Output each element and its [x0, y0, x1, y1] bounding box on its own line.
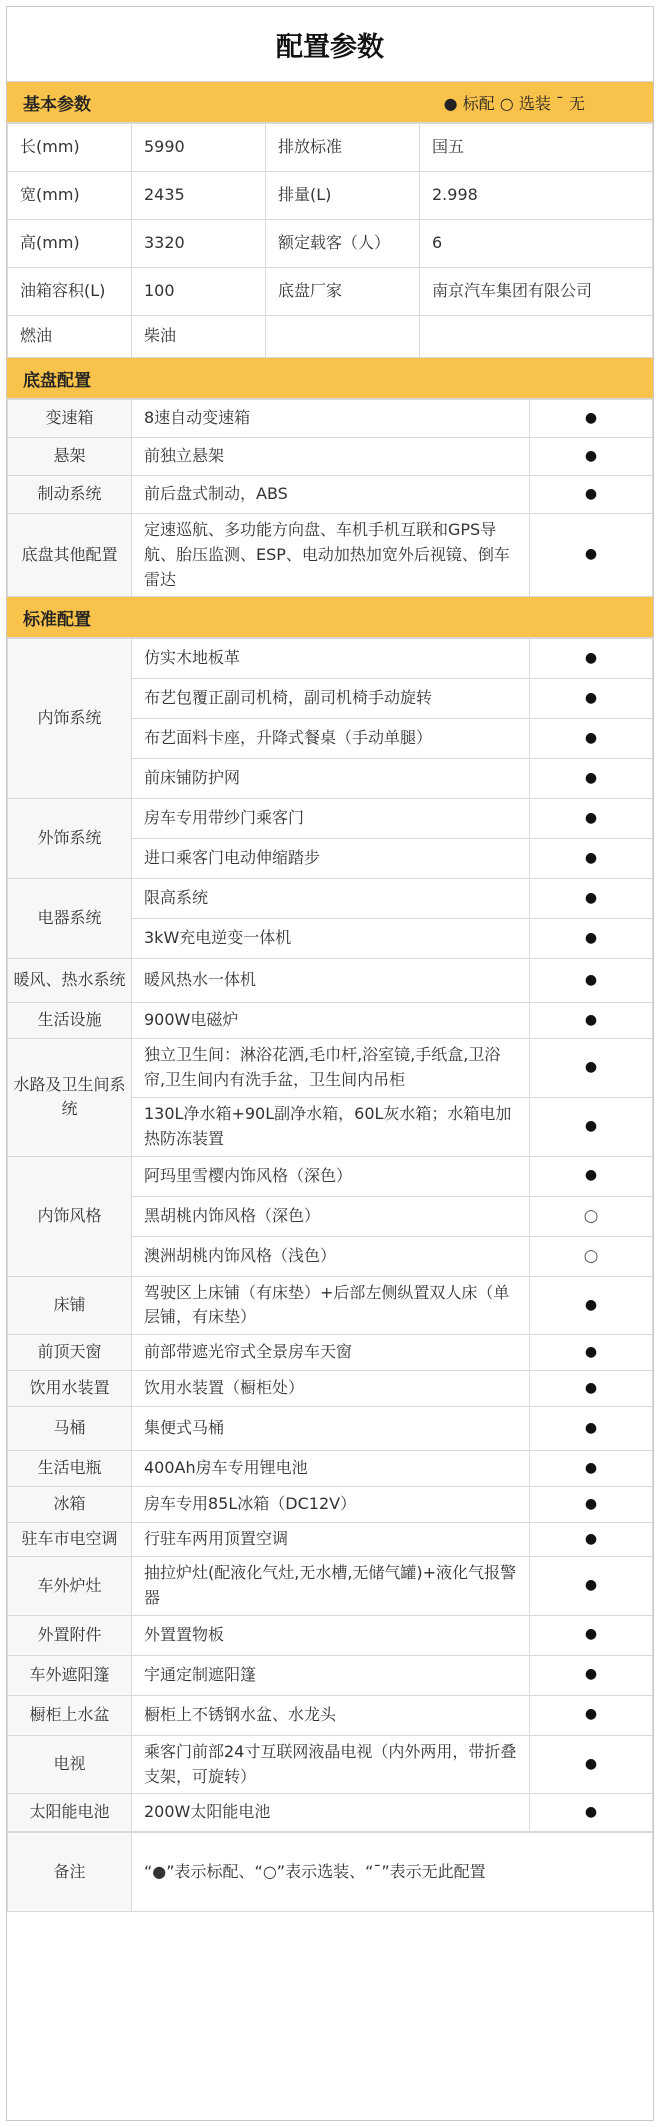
spec-description: 行驻车两用顶置空调 — [132, 1523, 530, 1557]
standard-row — [8, 1794, 653, 1832]
spec-mark: ● — [530, 1335, 653, 1371]
spec-category: 电视 — [8, 1735, 132, 1794]
standard-row — [8, 1523, 653, 1557]
spec-category: 底盘其他配置 — [8, 514, 132, 597]
basic-label: 排放标准 — [266, 124, 420, 172]
basic-params-table — [7, 123, 653, 358]
spec-category: 车外遮阳篷 — [8, 1655, 132, 1695]
spec-description: 乘客门前部24寸互联网液晶电视（内外两用，带折叠支架，可旋转） — [132, 1735, 530, 1794]
spec-description: 黑胡桃内饰风格（深色） — [132, 1196, 530, 1236]
spec-mark: ● — [530, 1371, 653, 1407]
spec-category: 外饰系统 — [8, 799, 132, 879]
spec-category: 暖风、热水系统 — [8, 959, 132, 1003]
spec-description: 前后盘式制动，ABS — [132, 476, 530, 514]
spec-description: 驾驶区上床铺（有床垫）+后部左侧纵置双人床（单层铺，有床垫） — [132, 1276, 530, 1335]
spec-mark: ● — [530, 879, 653, 919]
spec-category: 电器系统 — [8, 879, 132, 959]
basic-value — [420, 316, 653, 358]
spec-mark: ● — [530, 1695, 653, 1735]
basic-value: 国五 — [420, 124, 653, 172]
spec-description: 400Ah房车专用锂电池 — [132, 1451, 530, 1487]
spec-description: 布艺面料卡座，升降式餐桌（手动单腿） — [132, 719, 530, 759]
spec-mark: ● — [530, 400, 653, 438]
spec-mark: ● — [530, 919, 653, 959]
section-title-standard: 标准配置 — [23, 609, 91, 630]
spec-category: 内饰风格 — [8, 1156, 132, 1276]
spec-category: 床铺 — [8, 1276, 132, 1335]
spec-description: 外置置物板 — [132, 1615, 530, 1655]
spec-category: 变速箱 — [8, 400, 132, 438]
spec-description: 8速自动变速箱 — [132, 400, 530, 438]
page-title: 配置参数 — [7, 7, 653, 82]
spec-category: 水路及卫生间系统 — [8, 1039, 132, 1156]
spec-category: 橱柜上水盆 — [8, 1695, 132, 1735]
spec-mark: ● — [530, 1039, 653, 1098]
spec-description: 抽拉炉灶(配液化气灶,无水槽,无储气罐)+液化气报警器 — [132, 1557, 530, 1616]
spec-description: 前部带遮光帘式全景房车天窗 — [132, 1335, 530, 1371]
spec-mark: ● — [530, 799, 653, 839]
spec-mark: ● — [530, 679, 653, 719]
spec-description: 前床铺防护网 — [132, 759, 530, 799]
spec-mark: ● — [530, 719, 653, 759]
spec-description: 仿实木地板革 — [132, 639, 530, 679]
spec-description: 独立卫生间：淋浴花洒,毛巾杆,浴室镜,手纸盒,卫浴帘,卫生间内有洗手盆，卫生间内吊柜 — [132, 1039, 530, 1098]
basic-label — [266, 316, 420, 358]
spec-mark: ● — [530, 959, 653, 1003]
chassis-row — [8, 514, 653, 597]
basic-row — [8, 172, 653, 220]
basic-label: 排量(L) — [266, 172, 420, 220]
note-row — [8, 1833, 653, 1912]
spec-description: 房车专用85L冰箱（DC12V） — [132, 1487, 530, 1523]
chassis-row — [8, 438, 653, 476]
standard-row — [8, 1003, 653, 1039]
spec-mark: ● — [530, 1276, 653, 1335]
standard-row — [8, 1407, 653, 1451]
basic-row — [8, 268, 653, 316]
spec-mark: ● — [530, 438, 653, 476]
spec-description: 房车专用带纱门乘客门 — [132, 799, 530, 839]
spec-mark: ● — [530, 1735, 653, 1794]
spec-description: 暖风热水一体机 — [132, 959, 530, 1003]
standard-row — [8, 1735, 653, 1794]
standard-row — [8, 1276, 653, 1335]
basic-value: 5990 — [132, 124, 266, 172]
spec-description: 前独立悬架 — [132, 438, 530, 476]
spec-description: 橱柜上不锈钢水盆、水龙头 — [132, 1695, 530, 1735]
standard-row — [8, 1487, 653, 1523]
standard-row — [8, 1156, 653, 1196]
spec-description: 130L净水箱+90L副净水箱，60L灰水箱；水箱电加热防冻装置 — [132, 1097, 530, 1156]
spec-mark: ● — [530, 1655, 653, 1695]
standard-row — [8, 1695, 653, 1735]
spec-category: 生活电瓶 — [8, 1451, 132, 1487]
chassis-table — [7, 399, 653, 597]
standard-row — [8, 1451, 653, 1487]
section-title-basic: 基本参数 — [23, 94, 91, 115]
spec-mark: ● — [530, 476, 653, 514]
basic-value: 2435 — [132, 172, 266, 220]
spec-mark: ● — [530, 1487, 653, 1523]
spec-category: 前顶天窗 — [8, 1335, 132, 1371]
basic-value: 柴油 — [132, 316, 266, 358]
basic-value: 6 — [420, 220, 653, 268]
section-title-chassis: 底盘配置 — [23, 370, 91, 391]
basic-label: 底盘厂家 — [266, 268, 420, 316]
spec-description: 宇通定制遮阳篷 — [132, 1655, 530, 1695]
standard-row — [8, 1371, 653, 1407]
spec-description: 900W电磁炉 — [132, 1003, 530, 1039]
basic-row — [8, 124, 653, 172]
spec-sheet — [6, 6, 654, 2121]
spec-description: 集便式马桶 — [132, 1407, 530, 1451]
basic-label: 额定载客（人） — [266, 220, 420, 268]
basic-label: 宽(mm) — [8, 172, 132, 220]
spec-mark: ● — [530, 1615, 653, 1655]
spec-category: 内饰系统 — [8, 639, 132, 799]
basic-value: 3320 — [132, 220, 266, 268]
spec-category: 悬架 — [8, 438, 132, 476]
note-text: “●”表示标配、“○”表示选装、“ˉ”表示无此配置 — [132, 1833, 653, 1912]
spec-description: 饮用水装置（橱柜处） — [132, 1371, 530, 1407]
spec-description: 进口乘客门电动伸缩踏步 — [132, 839, 530, 879]
spec-mark: ● — [530, 1156, 653, 1196]
note-label: 备注 — [8, 1833, 132, 1912]
spec-mark: ○ — [530, 1236, 653, 1276]
basic-value: 2.998 — [420, 172, 653, 220]
standard-row — [8, 879, 653, 919]
basic-label: 油箱容积(L) — [8, 268, 132, 316]
standard-row — [8, 1557, 653, 1616]
basic-row — [8, 316, 653, 358]
spec-description: 限高系统 — [132, 879, 530, 919]
spec-mark: ● — [530, 1451, 653, 1487]
basic-value: 南京汽车集团有限公司 — [420, 268, 653, 316]
section-header-standard — [7, 597, 653, 638]
standard-row — [8, 1335, 653, 1371]
basic-label: 高(mm) — [8, 220, 132, 268]
section-header-chassis — [7, 358, 653, 399]
section-header-basic — [7, 82, 653, 123]
spec-category: 制动系统 — [8, 476, 132, 514]
spec-mark: ● — [530, 1407, 653, 1451]
standard-row — [8, 1655, 653, 1695]
basic-label: 长(mm) — [8, 124, 132, 172]
spec-mark: ● — [530, 514, 653, 597]
spec-mark: ● — [530, 1557, 653, 1616]
spec-category: 外置附件 — [8, 1615, 132, 1655]
spec-description: 澳洲胡桃内饰风格（浅色） — [132, 1236, 530, 1276]
spec-description: 200W太阳能电池 — [132, 1794, 530, 1832]
spec-category: 驻车市电空调 — [8, 1523, 132, 1557]
basic-row — [8, 220, 653, 268]
spec-description: 3kW充电逆变一体机 — [132, 919, 530, 959]
basic-label: 燃油 — [8, 316, 132, 358]
standard-table — [7, 638, 653, 1832]
spec-description: 阿玛里雪樱内饰风格（深色） — [132, 1156, 530, 1196]
spec-mark: ● — [530, 639, 653, 679]
standard-row — [8, 1039, 653, 1098]
standard-row — [8, 1615, 653, 1655]
spec-mark: ● — [530, 1523, 653, 1557]
spec-category: 太阳能电池 — [8, 1794, 132, 1832]
spec-category: 饮用水装置 — [8, 1371, 132, 1407]
spec-mark: ● — [530, 759, 653, 799]
spec-mark: ● — [530, 1794, 653, 1832]
spec-mark: ● — [530, 1003, 653, 1039]
spec-description: 布艺包覆正副司机椅，副司机椅手动旋转 — [132, 679, 530, 719]
chassis-row — [8, 476, 653, 514]
spec-mark: ● — [530, 839, 653, 879]
standard-row — [8, 799, 653, 839]
basic-value: 100 — [132, 268, 266, 316]
spec-category: 冰箱 — [8, 1487, 132, 1523]
spec-description: 定速巡航、多功能方向盘、车机手机互联和GPS导航、胎压监测、ESP、电动加热加宽外后视镜、倒车雷达 — [132, 514, 530, 597]
spec-mark: ○ — [530, 1196, 653, 1236]
standard-row — [8, 959, 653, 1003]
spec-category: 车外炉灶 — [8, 1557, 132, 1616]
spec-category: 生活设施 — [8, 1003, 132, 1039]
note-table — [7, 1832, 653, 1912]
chassis-row — [8, 400, 653, 438]
spec-mark: ● — [530, 1097, 653, 1156]
standard-row — [8, 639, 653, 679]
legend-text: ● 标配 ○ 选装 ˉ 无 — [443, 93, 585, 113]
spec-category: 马桶 — [8, 1407, 132, 1451]
